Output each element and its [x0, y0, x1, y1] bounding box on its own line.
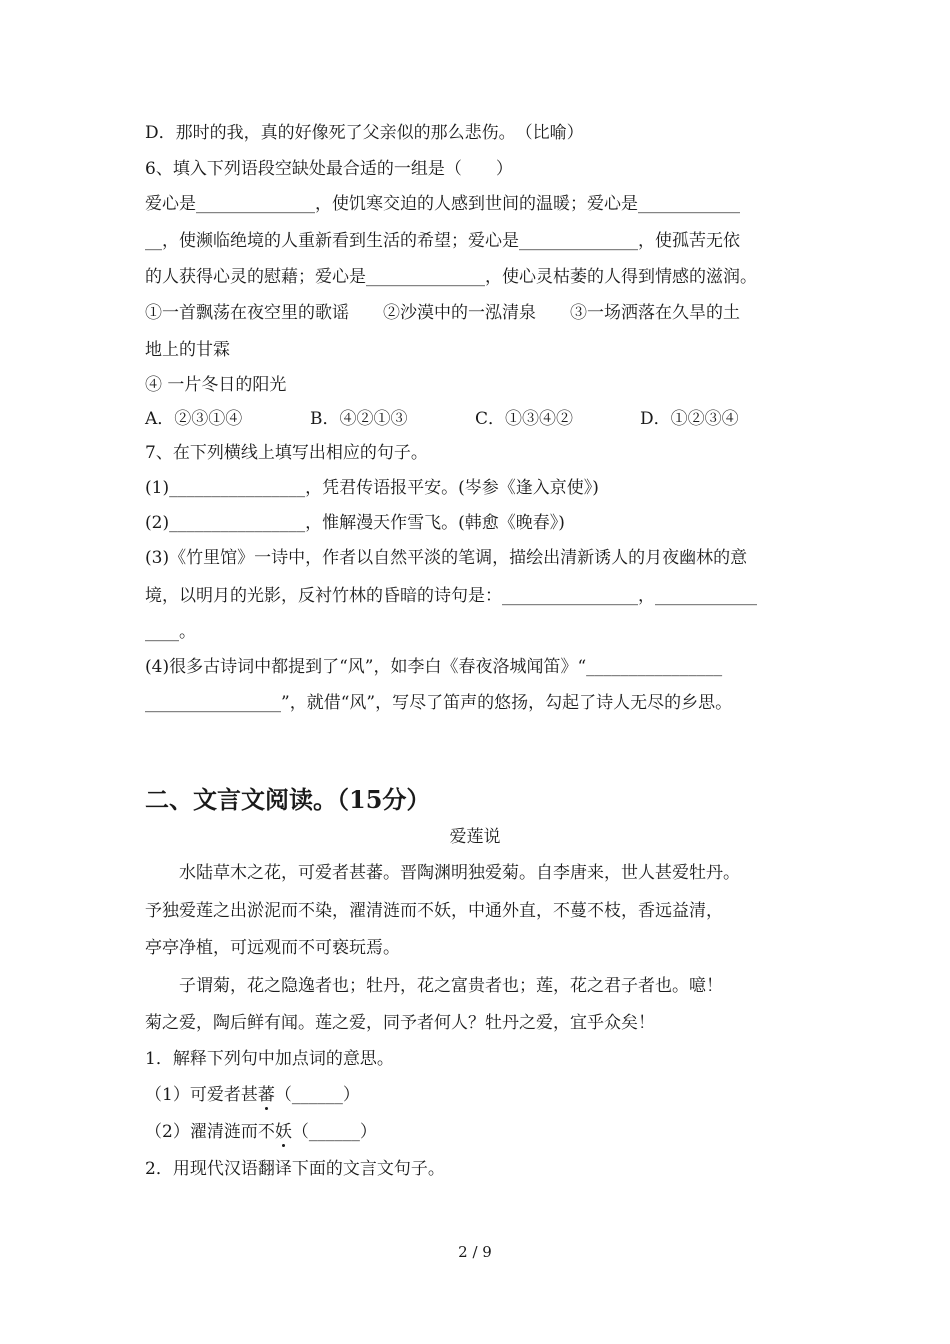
q7-sentence-2: (2)________________，惟解漫天作雪飞。(韩愈《晚春》) [145, 513, 565, 533]
q6-options [145, 408, 739, 430]
passage-para-1-line-1: 水陆草木之花，可爱者甚蕃。晋陶渊明独爱菊。自李唐来，世人甚爱牡丹。 [145, 863, 740, 883]
q6-option-b: B．④②①③ [310, 409, 408, 429]
q6-option-a: A．②③①④ [145, 409, 243, 429]
q7-sentence-4-line-1: (4)很多古诗词中都提到了“风”，如李白《春夜洛城闻笛》“________________ [145, 657, 723, 677]
q7-sentence-4-line-2: ________________”，就借“风”，写尽了笛声的悠扬，勾起了诗人无尽的乡思。 [145, 693, 733, 713]
q6-passage-line-2: __，使濒临绝境的人重新看到生活的希望；爱心是______________，使孤苦无依 [145, 231, 740, 251]
passage-para-1-line-2: 予独爱莲之出淤泥而不染，濯清涟而不妖，中通外直，不蔓不枝，香远益清， [145, 901, 723, 921]
q7-stem: 7、在下列横线上填写出相应的句子。 [145, 443, 428, 463]
q6-option-c: C．①③④② [475, 409, 574, 429]
q1b-blank: （______） [291, 1122, 377, 1142]
passage-title: 爱莲说 [449, 827, 501, 847]
passage-para-1-line-3: 亭亭净植，可远观而不可亵玩焉。 [145, 938, 400, 958]
wy-question-1a [145, 1084, 360, 1106]
q1a-dotted-word: 蕃 [257, 1085, 275, 1105]
q6-option-d: D．①②③④ [640, 409, 739, 429]
q7-sentence-1: (1)________________，凭君传语报平安。(岑参《逢入京使》) [145, 478, 599, 498]
page-number: 2 / 9 [458, 1243, 492, 1261]
q6-stem: 6、填入下列语段空缺处最合适的一组是（ ） [145, 159, 513, 179]
passage-para-2-line-1: 子谓菊，花之隐逸者也；牡丹，花之富贵者也；莲，花之君子者也。噫！ [145, 976, 723, 996]
section-2-heading: 二、文言文阅读。（15分） [145, 785, 431, 814]
q6-passage-line-1: 爱心是______________，使饥寒交迫的人感到世间的温暖；爱心是____________ [145, 194, 740, 214]
q5-option-d: D．那时的我，真的好像死了父亲似的那么悲伤。 （比喻） [145, 123, 584, 143]
q7-sentence-3-line-2: 境，以明月的光影，反衬竹林的昏暗的诗句是：________________，____________ [145, 586, 757, 606]
q1a-blank: （______） [274, 1085, 360, 1105]
q1b-text: （2）濯清涟而不 [145, 1122, 275, 1142]
passage-para-2-line-2: 菊之爱，陶后鲜有闻。莲之爱，同予者何人？牡丹之爱，宜乎众矣！ [145, 1013, 655, 1033]
q7-sentence-3-line-1: (3)《竹里馆》一诗中，作者以自然平淡的笔调，描绘出清新诱人的月夜幽林的意 [145, 548, 748, 568]
q6-items-line-2: 地上的甘霖 [145, 340, 230, 360]
q6-items-line-3: ④ 一片冬日的阳光 [145, 375, 287, 395]
q1b-dotted-word: 妖 [274, 1122, 292, 1142]
q6-passage-line-3: 的人获得心灵的慰藉；爱心是______________，使心灵枯萎的人得到情感的滋润。 [145, 267, 757, 287]
wy-question-2: 2．用现代汉语翻译下面的文言文句子。 [145, 1159, 445, 1179]
q1a-text: （1）可爱者甚 [145, 1085, 258, 1105]
wy-question-1b [145, 1121, 377, 1143]
q6-items-line-1: ①一首飘荡在夜空里的歌谣 ②沙漠中的一泓清泉 ③一场洒落在久旱的土 [145, 303, 740, 323]
wy-question-1: 1．解释下列句中加点词的意思。 [145, 1049, 394, 1069]
q7-sentence-3-line-3: ____。 [145, 622, 196, 642]
